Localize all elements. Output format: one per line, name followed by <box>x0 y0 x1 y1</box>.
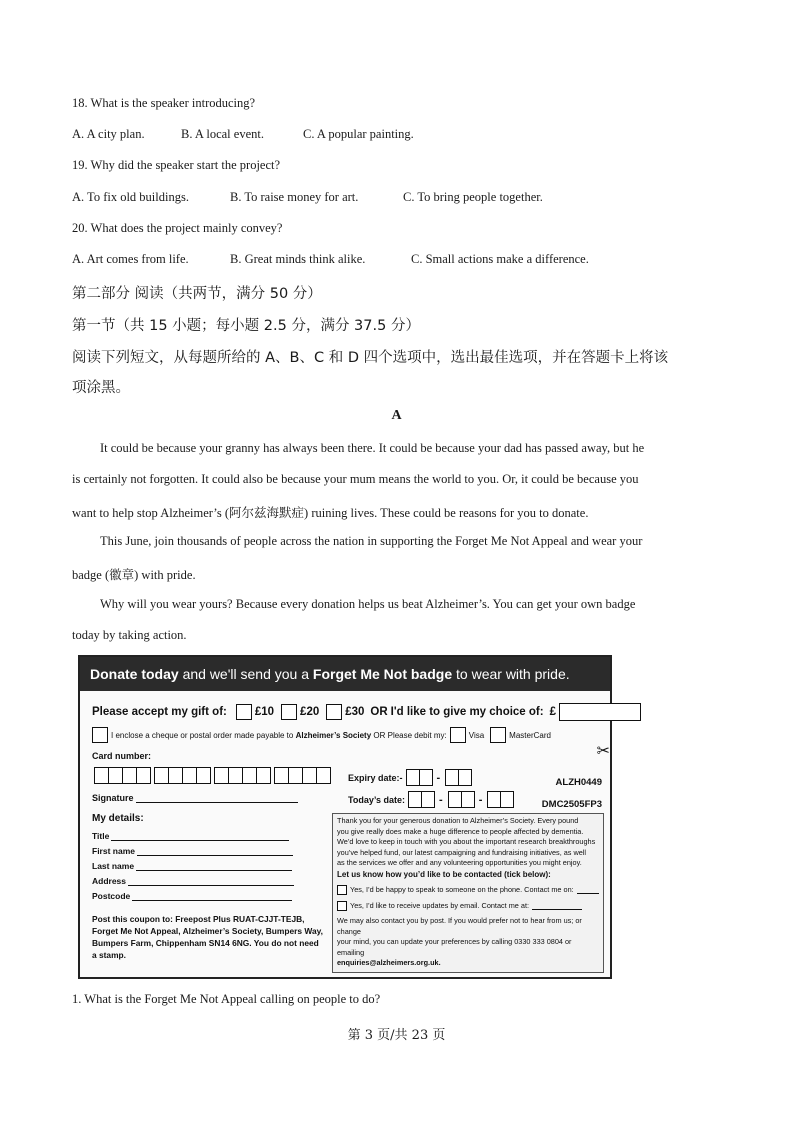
option-b: B. To raise money for art. <box>230 190 359 204</box>
thanks-line: you’ve helped fund, our latest campaigning and fundraising initiatives, as well <box>337 847 587 857</box>
option-c: C. A popular painting. <box>303 127 414 141</box>
date-year-field[interactable] <box>487 791 513 808</box>
option-b: B. A local event. <box>181 127 264 141</box>
question-19-options <box>72 190 543 205</box>
page-footer: 第 3 页/共 23 页 <box>347 1028 446 1043</box>
contact-heading: Let us know how you’d like to be contacted (tick below): <box>337 869 551 879</box>
donation-coupon <box>78 655 612 979</box>
expiry-year-field[interactable] <box>445 769 471 786</box>
title-row <box>92 831 289 841</box>
field-label: Title <box>92 831 110 841</box>
passage-line: is certainly not forgotten. It could also be because your mum means the world to you. Or, it could be because you <box>72 472 639 486</box>
thanks-line: We’d love to keep in touch with you about the important research breakthroughs <box>337 837 596 846</box>
post-line: Forget Me Not Appeal, Alzheimer’s Society, Bumpers Way, <box>92 926 323 936</box>
option-a: A. A city plan. <box>72 127 145 141</box>
gift-row <box>92 703 641 721</box>
instruction-line-1: 阅读下列短文，从每题所给的 A、B、C 和 D 四个选项中，选出最佳选项，并在答题卡上将该 <box>72 350 669 366</box>
amount-10: £10 <box>254 706 275 718</box>
post-note-email: enquiries@alzheimers.org.uk. <box>337 958 441 967</box>
field-label: Last name <box>92 861 135 871</box>
section-subtitle: 第一节（共 15 小题；每小题 2.5 分，满分 37.5 分） <box>72 318 420 334</box>
passage-line: This June, join thousands of people across the nation in supporting the Forget Me Not Appeal and wear your <box>100 534 643 548</box>
header-bold: Forget Me Not badge <box>312 666 453 682</box>
date-month-field[interactable] <box>448 791 474 808</box>
visa-checkbox[interactable] <box>450 727 466 743</box>
passage-line: want to help stop Alzheimer’s (阿尔兹海默症) ruining lives. These could be reasons for you to donate. <box>72 506 589 520</box>
enclose-text <box>111 731 447 740</box>
thanks-line: as the services we offer and any volunteering opportunities you might enjoy. <box>337 858 582 867</box>
passage-line: Why will you wear yours? Because every donation helps us beat Alzheimer’s. You can get your own badge <box>100 597 636 611</box>
coupon-header <box>80 657 610 691</box>
visa-label: Visa <box>468 730 485 740</box>
passage-letter: A <box>391 408 402 423</box>
last-name-field[interactable] <box>136 861 292 871</box>
enclose-a: I enclose a cheque or postal order made payable to <box>111 730 296 740</box>
option-a: A. Art comes from life. <box>72 252 189 266</box>
question-19: 19. Why did the speaker start the project? <box>72 158 281 172</box>
first-name-field[interactable] <box>137 846 293 856</box>
header-bold: Donate today <box>90 666 179 682</box>
enclose-b: Alzheimer’s Society <box>295 730 372 740</box>
gift-30-checkbox[interactable] <box>326 704 342 720</box>
option-a: A. To fix old buildings. <box>72 190 189 204</box>
first-name-row <box>92 846 293 856</box>
field-label: Address <box>92 876 127 886</box>
gift-choice-label: I'd like to give my choice of: <box>390 706 544 718</box>
thanks-line: you give really does make a huge difference to people affected by dementia. <box>337 826 584 836</box>
expiry-row: Expiry date:- - <box>348 769 471 786</box>
phone-option <box>337 885 599 896</box>
question-20-options <box>72 252 589 267</box>
expiry-month-field[interactable] <box>406 769 432 786</box>
option-c: C. To bring people together. <box>403 190 543 204</box>
today-label: Today’s date: <box>348 794 406 805</box>
date-day-field[interactable] <box>408 791 434 808</box>
email-option <box>337 901 599 912</box>
option-b: B. Great minds think alike. <box>230 252 366 266</box>
email-checkbox[interactable] <box>337 901 347 911</box>
email-field[interactable] <box>532 902 582 910</box>
card-number-label: Card number: <box>92 751 152 761</box>
question-18: 18. What is the speaker introducing? <box>72 96 256 110</box>
signature-label: Signature <box>92 793 134 803</box>
amount-20: £20 <box>300 706 320 718</box>
card-number-field[interactable] <box>94 767 330 784</box>
payment-row <box>92 727 551 743</box>
post-address <box>92 913 332 961</box>
amount-30: £30 <box>345 706 365 718</box>
gift-10-checkbox[interactable] <box>236 704 252 720</box>
header-text: and we'll send you a <box>178 666 313 682</box>
pound-sign: £ <box>549 706 556 718</box>
header-text: to wear with pride. <box>452 666 570 682</box>
signature-row <box>92 793 298 803</box>
post-line: a stamp. <box>92 950 126 960</box>
mastercard-checkbox[interactable] <box>490 727 506 743</box>
email-label: Yes, I’d like to receive updates by email. Contact me at: <box>350 900 530 910</box>
address-field[interactable] <box>128 876 294 886</box>
custom-amount-field[interactable] <box>559 703 641 721</box>
address-row <box>92 876 294 886</box>
post-note-line: your mind, you can update your preferences by calling 0330 333 0804 or emailing <box>337 937 572 957</box>
my-details-heading: My details: <box>92 813 144 824</box>
reference-code: ALZH0449 <box>555 777 602 788</box>
phone-label: Yes, I’d be happy to speak to someone on the phone. Contact me on: <box>350 885 574 894</box>
today-date-row: Today’s date: - - <box>348 791 513 808</box>
passage-line: today by taking action. <box>72 628 187 642</box>
question-1: 1. What is the Forget Me Not Appeal calling on people to do? <box>72 992 381 1006</box>
question-20: 20. What does the project mainly convey? <box>72 221 283 235</box>
part-title: 第二部分 阅读（共两节，满分 50 分） <box>72 286 322 302</box>
instruction-line-2: 项涂黑。 <box>72 380 130 396</box>
thank-you-box <box>332 813 604 973</box>
post-note-line: We may also contact you by post. If you would prefer not to hear from us; or change <box>337 916 582 936</box>
gift-or: OR <box>370 706 388 718</box>
field-label: Postcode <box>92 891 131 901</box>
expiry-label: Expiry date:- <box>348 772 403 783</box>
scissors-icon: ✂ <box>596 743 610 760</box>
thanks-line: Thank you for your generous donation to Alzheimer’s Society. Every pound <box>337 816 579 825</box>
post-line: Post this coupon to: Freepost Plus RUAT-CJJT-TEJB, <box>92 914 305 924</box>
mastercard-label: MasterCard <box>509 730 551 740</box>
enclose-c: OR Please debit my: <box>371 730 447 740</box>
gift-label: Please accept my gift of: <box>92 706 227 718</box>
campaign-code: DMC2505FP3 <box>541 799 602 810</box>
phone-checkbox[interactable] <box>337 885 347 895</box>
option-c: C. Small actions make a difference. <box>411 252 589 266</box>
passage-line: badge (徽章) with pride. <box>72 568 196 582</box>
last-name-row <box>92 861 292 871</box>
postcode-field[interactable] <box>132 891 292 901</box>
passage-line: It could be because your granny has always been there. It could be because your dad has passed away, but he <box>100 441 645 455</box>
cheque-checkbox[interactable] <box>92 727 108 743</box>
gift-20-checkbox[interactable] <box>281 704 297 720</box>
signature-field[interactable] <box>136 793 298 803</box>
title-field[interactable] <box>111 831 289 841</box>
post-line: Bumpers Farm, Chippenham SN14 6NG. You do not need <box>92 938 319 948</box>
field-label: First name <box>92 846 135 856</box>
question-18-options <box>72 127 414 142</box>
phone-field[interactable] <box>577 886 599 894</box>
postcode-row <box>92 891 292 901</box>
